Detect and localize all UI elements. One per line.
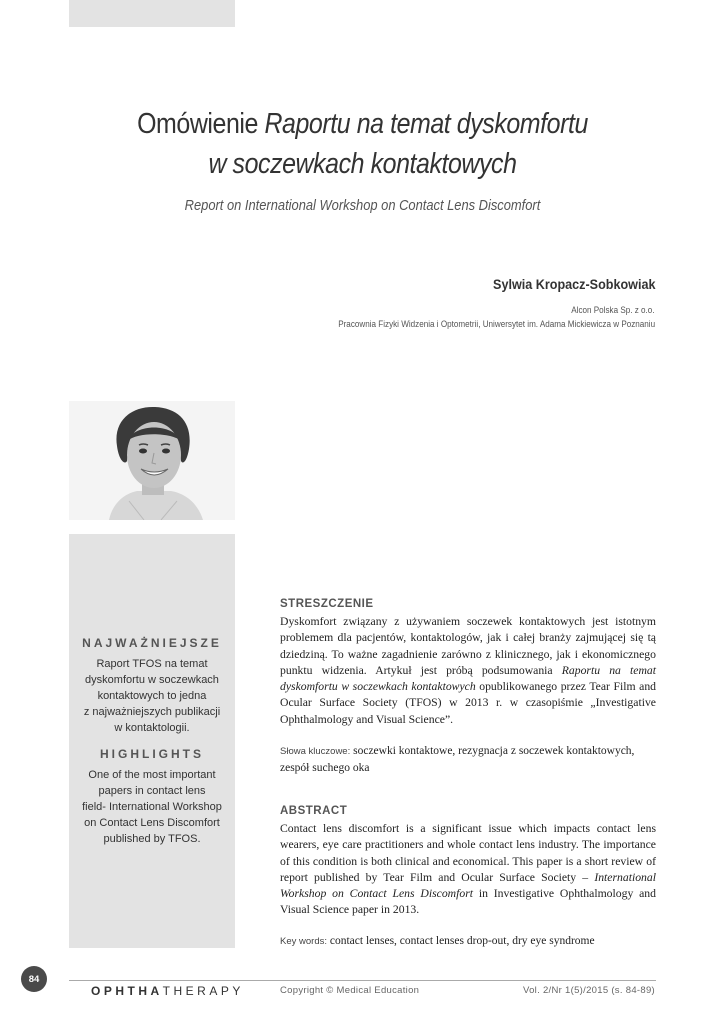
journal-name-light: THERAPY xyxy=(162,984,244,998)
streszczenie-keywords xyxy=(280,743,656,776)
abstract-italic-title: International Workshop on Contact Lens Discomfort xyxy=(280,870,656,901)
journal-name xyxy=(91,984,244,998)
najwazniejsze-line: z najważniejszych publikacji xyxy=(83,706,221,718)
article-subtitle: Report on International Workshop on Contact Lens Discomfort xyxy=(184,197,541,214)
najwazniejsze-line: Raport TFOS na temat xyxy=(96,658,208,670)
streszczenie-text-part: opublikowanego przez Tear Film and Ocular Surface Society (TFOS) w 2013 r. w czasopiśmie „Investigative Ophthalmology and Visual Science”. xyxy=(280,680,657,726)
najwazniejsze-text xyxy=(77,656,227,736)
journal-name-bold: OPHTHA xyxy=(91,984,163,998)
title-italic-part: Raportu na temat dyskomfortu xyxy=(264,108,588,140)
article-title xyxy=(102,104,622,184)
najwazniejsze-line: w kontaktologii. xyxy=(114,722,190,734)
author-portrait-image xyxy=(69,401,235,520)
page-number-badge: 84 xyxy=(21,966,47,992)
streszczenie-heading: STRESZCZENIE xyxy=(280,598,374,610)
author-name: Sylwia Kropacz-Sobkowiak xyxy=(492,276,655,292)
title-line2: w soczewkach kontaktowych xyxy=(208,148,517,180)
author-affiliation-2: Pracownia Fizyki Widzenia i Optometrii, Uniwersytet im. Adama Mickiewicza w Poznaniu xyxy=(338,319,655,329)
author-affiliation-1: Alcon Polska Sp. z o.o. xyxy=(571,305,655,315)
abstract-section xyxy=(280,805,656,950)
title-regular-part: Omówienie xyxy=(137,108,265,140)
streszczenie-text-part: Dyskomfort związany z używaniem soczewek kontaktowych jest istotnym problemem dla pacjentów, kontaktologów, jak i całej branży zajmującej się tą dziedziną. To ważne zagadnienie zarówno z klinicznego, jak i ekonomicznego punktu widzenia. Artykuł jest próbą podsumowania xyxy=(280,615,656,677)
abstract-text-part: Contact lens discomfort is a significant issue which impacts contact lens wearers, eye care practitioners and whole contact lens industry. The importance of this condition is both clinical and economical. This paper is a short review of report published by Tear Film and Ocular Surface Society – xyxy=(280,822,656,884)
keywords-label: Key words: xyxy=(280,935,327,947)
header-decoration-bar xyxy=(69,0,235,27)
footer-divider xyxy=(69,980,656,981)
highlights-text xyxy=(77,767,227,847)
volume-info: Vol. 2/Nr 1(5)/2015 (s. 84-89) xyxy=(522,985,655,996)
keywords-value: soczewki kontaktowe, rezygnacja z soczewek kontaktowych, zespół suchego oka xyxy=(280,745,635,775)
highlights-sidebar xyxy=(69,534,235,948)
highlights-line: on Contact Lens Discomfort xyxy=(84,817,220,829)
streszczenie-text xyxy=(280,614,656,728)
najwazniejsze-line: kontaktowych to jedna xyxy=(97,690,207,702)
abstract-keywords xyxy=(280,933,656,950)
highlights-heading: HIGHLIGHTS xyxy=(100,747,204,761)
keywords-value: contact lenses, contact lenses drop-out, dry eye syndrome xyxy=(327,934,595,947)
copyright-text: Copyright © Medical Education xyxy=(280,985,420,996)
streszczenie-italic-title: Raportu na temat dyskomfortu w soczewkach kontaktowych xyxy=(280,663,656,694)
keywords-label: Słowa kluczowe: xyxy=(280,746,351,758)
abstract-text xyxy=(280,821,656,919)
abstract-text-part: in Investigative Ophthalmology and Visual Science paper in 2013. xyxy=(280,887,656,917)
highlights-line: field- International Workshop xyxy=(82,801,222,813)
streszczenie-section xyxy=(280,598,656,776)
highlights-line: published by TFOS. xyxy=(103,833,201,845)
author-photo xyxy=(69,401,235,520)
najwazniejsze-heading: NAJWAŻNIEJSZE xyxy=(82,636,222,650)
abstract-heading: ABSTRACT xyxy=(280,805,348,817)
najwazniejsze-line: dyskomfortu w soczewkach xyxy=(85,674,219,686)
highlights-line: One of the most important xyxy=(88,769,216,781)
highlights-line: papers in contact lens xyxy=(98,785,206,797)
